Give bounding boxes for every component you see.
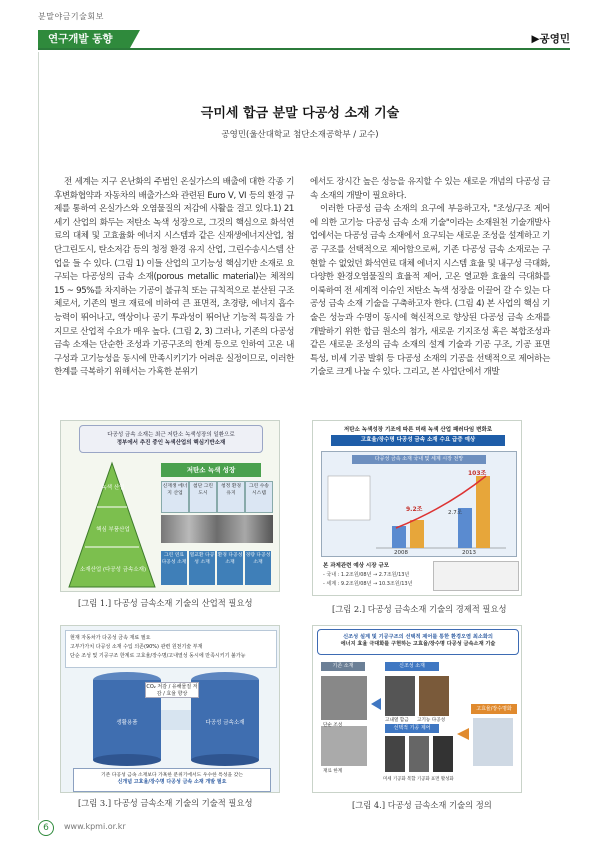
fig2-banner-line2: 고효율/장수명 다공성 금속 소재 수요 급증 예상: [331, 435, 505, 446]
page-number: 6: [38, 820, 54, 836]
fig1-banner-line2: 정부에서 추진 중인 녹색산업의 핵심기반소재: [116, 440, 226, 446]
body-paragraph: 에서도 장시간 높은 성능을 유지할 수 있는 새로운 개념의 다공성 금속 소재의 개발이 필요하다.: [310, 177, 550, 201]
fig1-growth-label: 저탄소 녹색 성장: [161, 463, 261, 477]
fig3-bullet: 고부가가치 다공성 소재 수입 의존(90%) 관련 원천기술 부재: [70, 644, 203, 650]
fig3-bottom-line1: 기존 다공성 금속 소재보다 가혹한 분위기에서도 우수한 특성을 갖는: [101, 773, 243, 778]
fig2-info-line: - 국내 : 1.2조원/08년 → 2.7조원/13년: [323, 572, 410, 578]
fig1-columns: [161, 481, 273, 547]
figure-2: [312, 420, 522, 596]
fig2-value-label: 9.2조: [406, 506, 423, 513]
body-column-left: [54, 176, 294, 380]
figure-4-caption: [그림 4.] 다공성 금속소재 기술의 정의: [352, 800, 492, 810]
fig2-value-label: 2.7조: [448, 510, 463, 516]
fig4-label: 고내열 합금: [385, 718, 409, 723]
fig1-bottom-row: [161, 551, 275, 587]
figure-3: [60, 625, 280, 793]
left-margin-rule: [38, 52, 39, 820]
fig4-label: 표면 활성화: [431, 777, 454, 782]
fig3-bullet-box: [65, 630, 277, 668]
fig4-label: 재료 한계: [323, 769, 343, 774]
figure-2-caption: [그림 2.] 다공성 금속소재 기술의 경제적 필요성: [332, 604, 507, 614]
fig1-pyramid-mid: 핵심 부품산업: [96, 527, 130, 533]
section-header-bar: [38, 30, 570, 50]
fig4-box-existing: 기존 소재: [321, 662, 365, 671]
fig1-bottom-item: 열교환 다공성 소재: [189, 551, 215, 585]
body-paragraph: 이러한 다공성 금속 소재의 요구에 부응하고자, "조성/구조 제어에 의한 고기능 다공성 금속 소재 기술"이라는 소재원천 기술개발사업에서는 다공성 금속 소재에서 요구되는 새로운 조성을 설계하고 기공 구조를 선택적으로 제어함으로써, 기존 다공성 금속 소재로는 구현할 수 없었던 화석연료 대체 에너지 시스템 효율 및 내구성 극대화, 다양한 환경오염물질의 효율적 제어, 고온 열교환 효율의 극대화를 이룩하여 전 세계적 이슈인 저탄소 녹색 성장을 이끌어 갈 수 있는 다공성 금속 소재 기술을 구축하고자 한다. (그림 4) 본 사업의 핵심 기술은 성능과 수명이 동시에 혁신적으로 향상된 다공성 금속 소재를 개발하기 위한 합금 원소의 첨가, 새로운 기지조성 혹은 복합조성과 같은 새로운 조성의 금속 소재의 설계 기술과 기공 구조, 기공 표면 특성, 비세 기공 발휘 등 다공성 소재의 기공을 선택적으로 제어하는 기술로 크게 나눌 수 있다. 그리고, 본 사업단에서 개발: [310, 204, 550, 378]
body-column-right: [310, 176, 550, 380]
fig4-label: 단순 조성: [323, 723, 343, 728]
figure-4: [312, 625, 522, 793]
fig1-banner-line1: 다공성 금속 소재는 최근 저탄소 녹색성장의 일환으로: [107, 432, 235, 438]
fig3-bottom-box: [73, 768, 271, 792]
section-tab: 연구개발 동향: [38, 30, 130, 48]
fig2-chart-panel: [321, 451, 517, 557]
fig2-banner-line1: 저탄소 녹색성장 기조에 따른 미래 녹색 산업 패러다임 변화로: [343, 427, 493, 433]
figure-1: [60, 420, 280, 592]
fig1-pyramid-bottom: 소재산업 (다공성 금속소재): [79, 567, 147, 573]
fig4-label: 고기능 다공성: [417, 718, 446, 723]
figure-1-caption: [그림 1.] 다공성 금속소재 기술의 산업적 필요성: [78, 598, 253, 608]
fig3-bullet: 현재 자동차가 다공성 금속 재료 필요: [70, 635, 151, 641]
fig3-bottom-line2: 신개념 고효율/장수명 다공성 금속 소재 개발 필요: [117, 779, 227, 785]
fig4-banner-line1: 신조성 설계 및 기공구조의 선택적 제어를 통한 환경오염 최소화의: [343, 634, 493, 640]
figure-3-caption: [그림 3.] 다공성 금속소재 기술의 기술적 필요성: [78, 798, 253, 808]
fig4-box-new: 신조성 소재: [385, 662, 439, 671]
fig2-year-label: 2013: [462, 550, 476, 556]
author-tag: ▶공영민: [531, 33, 570, 45]
fig1-bottom-item: 환경 다공성 소재: [217, 551, 243, 585]
article-title: 극미세 합금 분말 다공성 소재 기술: [200, 106, 400, 121]
fig4-box-result: 고효율/장수명화: [471, 704, 517, 714]
fig2-chart-title: 다공성 금속 소재 국내 및 세계 시장 전망: [352, 455, 486, 464]
fig3-bullet: 단순 조성 및 기공구조 한계로 고효율/장수명/고내열성 동시에 만족시키기 불가능: [70, 653, 246, 659]
fig4-label: 복합 기공화: [407, 777, 430, 782]
fig1-col: 그린 수송 시스템: [245, 481, 273, 513]
fig1-photo-strip: [161, 515, 273, 543]
fig3-right-tank-label: 다공성 금속소재: [205, 720, 245, 726]
journal-name: 분말야금기술회보: [38, 12, 104, 21]
fig4-box-selective: 선택적 기공 제어: [385, 724, 439, 733]
fig3-left-tank-label: 생활용품: [116, 720, 138, 726]
fig4-micrographs: [319, 674, 517, 786]
footer-url[interactable]: www.kpmi.or.kr: [64, 822, 126, 831]
fig1-pyramid-top: 녹색 산업: [101, 485, 125, 491]
fig2-value-label: 103조: [468, 470, 487, 477]
fig2-info-title: 본 과제관련 예상 시장 규모: [323, 563, 390, 569]
fig2-year-label: 2008: [394, 550, 408, 556]
fig4-banner: [317, 629, 519, 655]
fig1-col: 첨단 그린 도시: [189, 481, 217, 513]
fig1-col: 신재생 에너지 산업: [161, 481, 189, 513]
fig2-info-line: - 세계 : 9.2조원/08년 → 10.3조원/13년: [323, 581, 413, 587]
fig1-col: 청정 환경 유지: [217, 481, 245, 513]
fig1-banner: [79, 425, 263, 453]
article-byline: 공영민(울산대학교 첨단소재공학부 / 교수): [221, 130, 379, 140]
fig4-banner-line2: 에너지 효율 극대화를 구현하는 고효율/장수명 다공성 금속소재 기술: [340, 641, 496, 647]
fig1-bottom-item: 경량 다공성 소재: [245, 551, 271, 585]
fig4-label: 미세 기공화: [383, 777, 406, 782]
body-paragraph: 전 세계는 지구 온난화의 주범인 온실가스의 배출에 대한 각종 기후변화협약과 자동차의 배출가스와 관련된 Euro V, VI 등의 환경 규제를 통하여 온실가스와 오염물질의 저감에 사활을 걸고 있다.1) 21세기 산업의 화두는 저탄소 녹색 성장으로, 그것의 핵심으로 화석연료의 대체 및 고효율화 에너지 시스템과 같은 신재생에너지산업, 첨단그린도시, 탄소저감 등의 청정 환경 유지 산업, 그린수송시스템 산업을 들 수 있다. (그림 1) 이들 산업의 고기능성 핵심기반 소재로 요구되는 다공성의 금속 소재(porous metallic material)는 체적의 15 ~ 95%를 차지하는 기공이 불규칙 또는 규칙적으로 분산된 구조체로서, 기존의 벌크 재료에 비하여 큰 표면적, 초경량, 에너지 흡수 능력이 뛰어나고, 액상이나 공기 투과성이 뛰어난 기능적 특징을 가지므로 산업적 수요가 매우 높다. (그림 2, 3) 그러나, 기존의 다공성 금속 소재는 단순한 조성과 기공구조의 한계 등으로 인하여 고온 내구성과 고기능성을 동시에 만족시키기가 어려운 실정이므로, 이러한 한계를 극복하기 위해서는 가혹한 분위기: [54, 177, 294, 378]
fig2-source-box: [433, 561, 519, 591]
section-tab-edge: [130, 30, 140, 48]
fig1-bottom-item: 그린 연료 다공성 소재: [161, 551, 187, 585]
fig3-center-label: CO₂ 저감 / 유해물질 저감 / 효율 향상: [146, 684, 198, 697]
